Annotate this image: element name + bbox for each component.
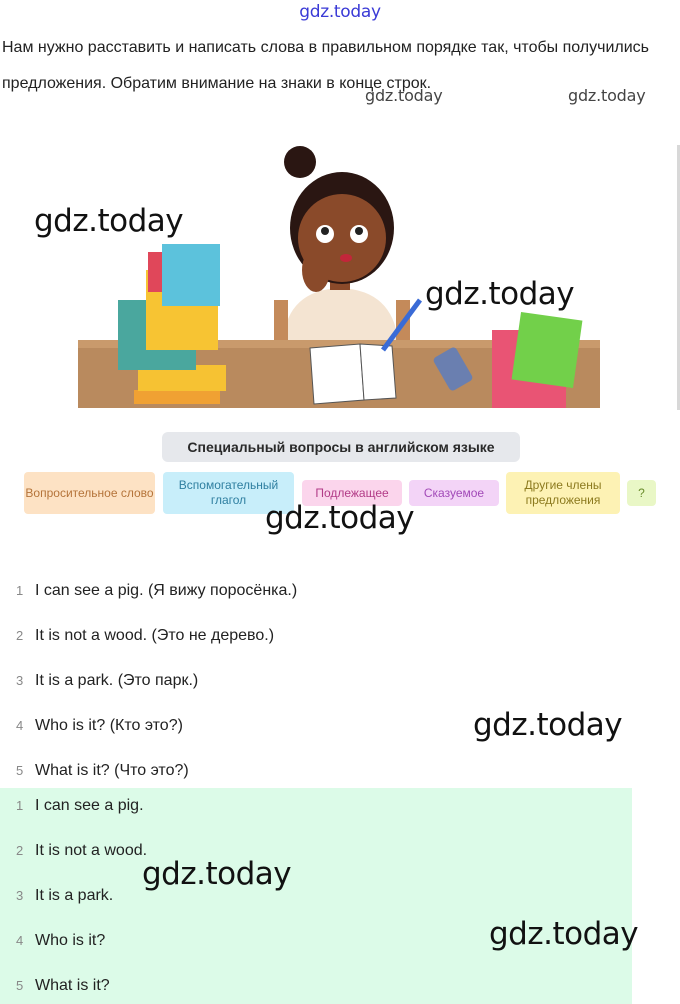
watermark: gdz.today [425, 276, 575, 312]
intro-paragraph: Нам нужно расставить и написать слова в правильном порядке так, чтобы получились предложения. Обратим внимание на знаки в конце строк. [2, 39, 649, 92]
list-item: 5 What is it? [16, 977, 110, 994]
watermark: gdz.today [489, 916, 639, 952]
section-title: Специальный вопросы в английском языке [162, 432, 520, 462]
chip-other-members: Другие члены предложения [506, 472, 620, 514]
list-item: 3 It is a park. [16, 887, 114, 904]
watermark: gdz.today [473, 707, 623, 743]
book-blue [162, 244, 220, 306]
chip-predicate: Сказуемое [409, 480, 499, 506]
list-item: 2 It is not a wood. [16, 842, 148, 859]
chip-question-word: Вопросительное слово [24, 472, 155, 514]
chip-subject: Подлежащее [302, 480, 402, 506]
list-item: 2 It is not a wood. (Это не дерево.) [16, 627, 275, 644]
list-item: 5 What is it? (Что это?) [16, 762, 189, 779]
watermark-top: gdz.today [299, 2, 381, 22]
list-item: 3 It is a park. (Это парк.) [16, 672, 199, 689]
list-item: 1 I can see a pig. [16, 797, 144, 814]
watermark: gdz.today [142, 856, 292, 892]
list-item: 4 Who is it? (Кто это?) [16, 717, 183, 734]
watermark: gdz.today [365, 86, 443, 105]
list-item: 4 Who is it? [16, 932, 106, 949]
watermark: gdz.today [34, 203, 184, 239]
girl-body [283, 288, 398, 340]
notebook [310, 344, 364, 404]
watermark: gdz.today [568, 86, 646, 105]
chip-auxiliary-verb: Вспомогательный глагол [163, 472, 294, 514]
list-item: 1 I can see a pig. (Я вижу поросёнка.) [16, 582, 298, 599]
book-green [512, 312, 583, 388]
chip-question-mark: ? [627, 480, 656, 506]
watermark: gdz.today [265, 500, 415, 536]
